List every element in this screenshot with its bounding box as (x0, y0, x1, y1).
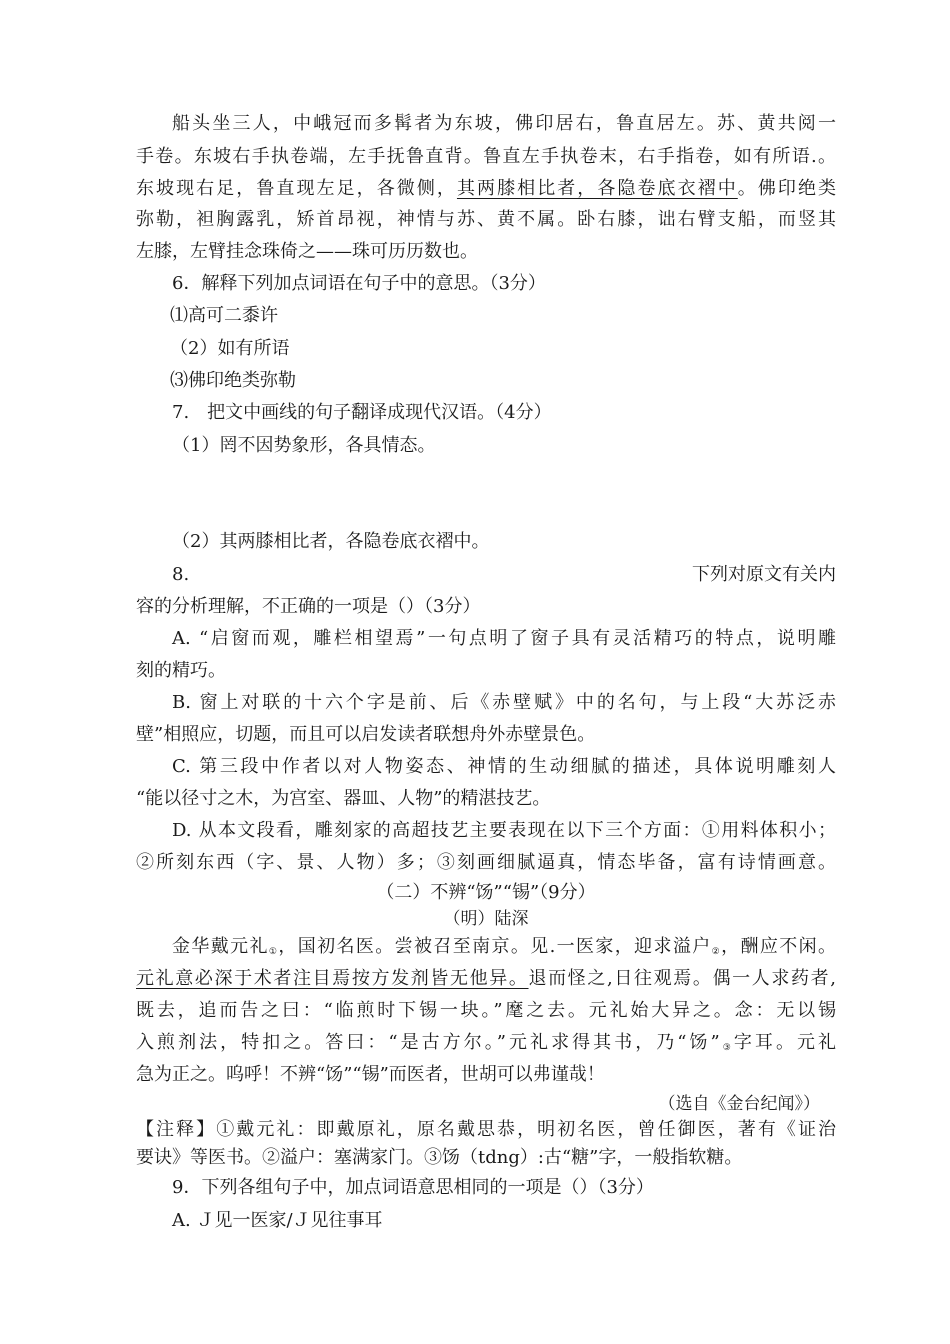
passage-line: 左膝，左臂挂念珠倚之——珠可历历数也。 (136, 241, 478, 262)
passage-text: 入煎剂法，特扣之。答曰：“是古方尔。”元礼求得其书，乃“饧” (136, 1032, 720, 1053)
source-citation: （选自《金台纪闻》） (658, 1094, 820, 1114)
passage-text: 金华戴元礼 (172, 936, 269, 957)
question-6-item: ⑴高可二黍许 (170, 305, 278, 326)
option-a-cont: 刻的精巧。 (136, 660, 226, 681)
annotation-cont: 要诀》等医书。②溢户：塞满家门。③饧（tdng）:古“糖”字，一般指软糖。 (136, 1147, 743, 1168)
question-7-item: （2）其两膝相比者，各隐卷底衣褶中。 (172, 531, 490, 552)
passage-line: 弥勒，袒胸露乳，矫首昂视，神情与苏、黄不属。卧右膝，诎右臂支船，而竖其 (136, 209, 836, 230)
note-marker: ① (268, 947, 279, 957)
passage-text: ，国初名医。尝被召至南京。见.一医家，迎求溢户 (278, 936, 712, 957)
annotation: 【注释】①戴元礼：即戴原礼，原名戴思恭，明初名医，曾任御医，著有《证治 (136, 1119, 836, 1140)
underlined-sentence: 元礼意必深于术者注目焉按方发剂皆无他异。 (136, 968, 529, 989)
passage-text: ，酬应不闲。 (721, 936, 836, 957)
option-d: D. 从本文段看，雕刻家的高超技艺主要表现在以下三个方面：①用料体积小； (172, 820, 836, 841)
passage-line: 急为正之。呜呼！不辨“饧”“锡”而医者，世胡可以弗谨哉！ (136, 1064, 605, 1085)
question-9-option-a: A. Ｊ见一医家/Ｊ见往事耳 (172, 1210, 383, 1231)
question-6-item: ⑶佛印绝类弥勒 (170, 370, 296, 391)
option-b: B. 窗上对联的十六个字是前、后《赤壁赋》中的名句，与上段“大苏泛赤 (172, 692, 836, 713)
section-title: （二）不辨“饧”“锡”（9分） (376, 882, 596, 903)
option-c: C. 第三段中作者以对人物姿态、神情的生动细腻的描述，具体说明雕刻人 (172, 756, 836, 777)
question-6-stem: 6．解释下列加点词语在句子中的意思。（3分） (172, 273, 546, 294)
section-author: （明）陆深 (443, 909, 529, 929)
option-a: A. “启窗而观，雕栏相望焉”一句点明了窗子具有灵活精巧的特点，说明雕 (172, 628, 836, 649)
question-8-stem (172, 563, 836, 587)
question-8-stem-cont: 容的分析理解，不正确的一项是（）（3分） (136, 596, 481, 617)
option-d-cont: ②所刻东西（字、景、人物）多；③刻画细腻逼真，情态毕备，富有诗情画意。 (136, 852, 836, 873)
question-9-stem: 9．下列各组句子中，加点词语意思相同的一项是（）（3分） (172, 1177, 654, 1198)
question-7-stem: 7. 把文中画线的句子翻译成现代汉语。（4分） (172, 402, 552, 423)
passage-text: 。佛印绝类 (737, 178, 837, 199)
question-6-item: （2）如有所语 (170, 338, 290, 359)
passage-line (136, 177, 836, 201)
option-b-cont: 壁”相照应，切题，而且可以启发读者联想舟外赤壁景色。 (136, 724, 596, 745)
passage-text: 东坡现右足，鲁直现左足，各微侧， (136, 178, 457, 199)
option-c-cont: “能以径寸之木，为宫室、器皿、人物”的精湛技艺。 (136, 788, 551, 809)
passage-text: 字耳。元礼 (733, 1032, 837, 1053)
passage-line: 既去，追而告之曰：“临煎时下锡一块。”麾之去。元礼始大异之。念：无以锡 (136, 1000, 836, 1021)
passage-line (136, 967, 836, 991)
question-8-number: 8. (172, 564, 190, 585)
passage-line (172, 935, 836, 964)
note-marker: ② (711, 947, 722, 957)
passage-text: 退而怪之,日往观焉。偶一人求药者, (528, 968, 836, 989)
question-8-stem-right: 下列对原文有关内 (692, 564, 836, 585)
passage-line: 船头坐三人，中峨冠而多髯者为东坡，佛印居右，鲁直居左。苏、黄共阅一 (172, 113, 836, 134)
note-marker: ③ (719, 1043, 734, 1053)
underlined-sentence: 其两膝相比者，各隐卷底衣褶中 (456, 178, 738, 199)
question-7-item: （1）罔不因势象形，各具情态。 (172, 435, 436, 456)
passage-line (136, 1031, 836, 1060)
passage-line: 手卷。东坡右手执卷端，左手抚鲁直背。鲁直左手执卷末，右手指卷，如有所语.。 (136, 146, 836, 167)
